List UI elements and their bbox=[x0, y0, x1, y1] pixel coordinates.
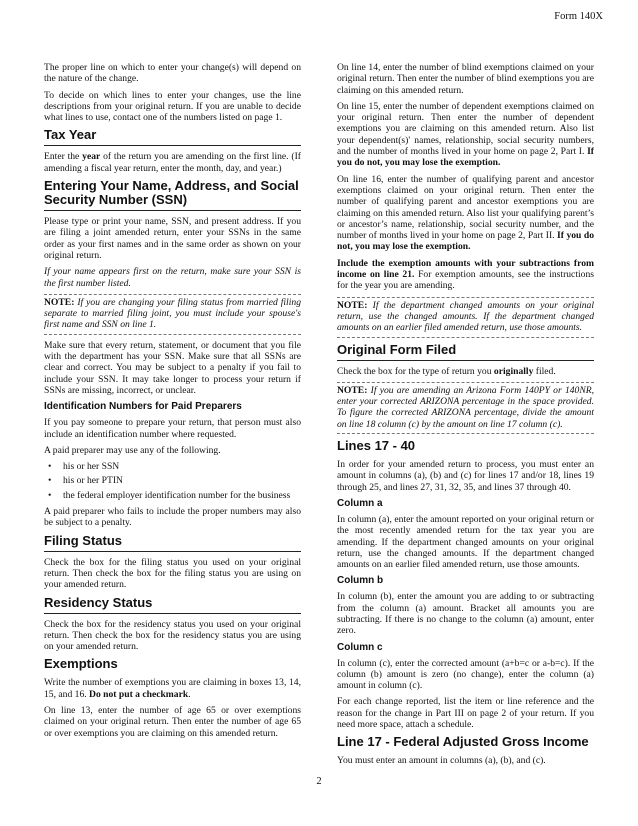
column-b-heading: Column b bbox=[337, 575, 384, 587]
lines-17-40-paragraph: In order for your amended return to process, you must enter an amount in columns (a), (b) and (c) for lines 17 and/or 18, lines 19 through 25, and lines 27, 31, 32, 35, and lines 37 through 40. bbox=[337, 459, 594, 493]
name-ssn-paragraph: Please type or print your name, SSN, and present address. If you are filing a joint amended return, enter your SSNs in the same order as your first names and in the same order as shown on your original return. bbox=[44, 216, 301, 261]
filing-status-heading: Filing Status bbox=[44, 534, 301, 552]
residency-status-heading: Residency Status bbox=[44, 596, 301, 614]
preparers-heading: Identification Numbers for Paid Preparers bbox=[44, 401, 242, 413]
line15-paragraph: On line 15, enter the number of dependent exemptions claimed on your original return. Then enter the number of dependent exemptions you are claiming on this amended return. Also list your dependent(s)' names, relationship, social security numbers, and the number of months lived in your home on page 2, Part I. If you do not, you may lose the exemption. bbox=[337, 100, 594, 169]
arizona-percentage-note: NOTE: If you are amending an Arizona Form 140PY or 140NR, enter your corrected ARIZONA percentage in the space provided. To figure the corrected ARIZONA percentage, divide the amount on line 18 column (c) by the amount on line 17 column (c). bbox=[337, 382, 594, 434]
original-form-heading: Original Form Filed bbox=[337, 343, 594, 361]
preparer-id-list bbox=[44, 461, 301, 501]
filing-status-note: NOTE: If you are changing your filing status from married filing separate to married filing joint, you must include your spouse's first name and SSN on line 1. bbox=[44, 294, 301, 335]
residency-status-paragraph: Check the box for the residency status you used on your original return. Then check the box for the residency status you are using on your amended return. bbox=[44, 618, 301, 653]
name-ssn-heading: Entering Your Name, Address, and Social Security Number (SSN) bbox=[44, 179, 301, 211]
preparers-paragraph: If you pay someone to prepare your return, that person must also include an identification number where requested. bbox=[44, 417, 301, 440]
line13-paragraph: On line 13, enter the number of age 65 or over exemptions claimed on your original return. Then enter the number of age 65 or over exemptions you are claiming on this amended return. bbox=[44, 704, 301, 739]
column-b-paragraph: In column (b), enter the amount you are adding to or subtracting from the column (a) amount. Bracket all amounts you are subtracting. If there is no change to the column (a) amount, enter zero. bbox=[337, 591, 594, 637]
list-item: • his or her PTIN bbox=[48, 475, 123, 487]
changed-amounts-note: NOTE: If the department changed amounts on your original return, use the changed amounts. If the department changed amounts on an earlier filed amended return, use those amounts. bbox=[337, 297, 594, 338]
list-item: • the federal employer identification number for the business bbox=[48, 489, 291, 501]
filing-status-paragraph: Check the box for the filing status you used on your original return. Then check the box for the filing status you are using on your amended return. bbox=[44, 556, 301, 591]
exemptions-paragraph: Write the number of exemptions you are claiming in boxes 13, 14, 15, and 16. Do not put a checkmark. bbox=[44, 677, 301, 700]
line17-paragraph: You must enter an amount in columns (a), (b), and (c). bbox=[337, 755, 546, 767]
intro-paragraph-2: To decide on which lines to enter your changes, use the line descriptions from your original return. If you are unable to decide what lines to use, contact one of the numbers listed on page 1. bbox=[44, 89, 301, 124]
ssn-required-paragraph: Make sure that every return, statement, or document that you file with the department has your SSN. Make sure that all SSNs are clear and correct. You may be subject to a penalty if you fail to include your SSN. It may take longer to process your return if SSNs are missing, incorrect, or unclear. bbox=[44, 339, 301, 396]
intro-paragraph: The proper line on which to enter your change(s) will depend on the nature of the change. bbox=[44, 62, 301, 85]
original-form-paragraph: Check the box for the type of return you originally filed. bbox=[337, 365, 556, 377]
column-a-heading: Column a bbox=[337, 497, 383, 509]
line14-paragraph: On line 14, enter the number of blind exemptions claimed on your original return. Then enter the number of blind exemptions you are claiming on this amended return. bbox=[337, 62, 594, 96]
column-c-heading: Column c bbox=[337, 641, 383, 653]
form-label: Form 140X bbox=[554, 11, 603, 22]
column-c-paragraph: In column (c), enter the corrected amount (a+b=c or a-b=c). If the column (b) amount is zero (no change), enter the column (a) amount in column (c). bbox=[337, 657, 594, 692]
change-reason-paragraph: For each change reported, list the item or line reference and the reason for the change in Part III on page 2 of your return. If you need more space, attach a schedule. bbox=[337, 696, 594, 731]
lines-17-40-heading: Lines 17 - 40 bbox=[337, 438, 416, 454]
line16-paragraph: On line 16, enter the number of qualifying parent and ancestor exemptions claimed on your original return. Then enter the number of qualifying parent and ancestor exemptions you are claiming on this amended return. Also list your qualifying parent’s or ancestor’s name, relationship, social security number, and the number of months lived in your home on page 2, Part II. If you do not, you may lose the exemption. bbox=[337, 173, 594, 253]
left-column bbox=[44, 62, 301, 744]
tax-year-paragraph: Enter the year of the return you are amending on the first line. (If amending a fiscal year return, enter the month, day, and year.) bbox=[44, 151, 301, 174]
right-column bbox=[337, 62, 594, 772]
preparer-penalty-paragraph: A paid preparer who fails to include the proper numbers may also be subject to a penalty. bbox=[44, 506, 301, 529]
list-item: • his or her SSN bbox=[48, 461, 120, 473]
include-exemption-paragraph: Include the exemption amounts with your subtractions from income on line 21. For exemption amounts, see the instructions for the year you are amending. bbox=[337, 257, 594, 292]
page-number: 2 bbox=[316, 776, 322, 787]
column-a-paragraph: In column (a), enter the amount reported on your original return or the most recently amended return for the tax year you are amending. If the department changed amounts on your original return, use the changed amounts. If the department changed amounts on an earlier filed amended return, use those amounts. bbox=[337, 513, 594, 571]
tax-year-heading: Tax Year bbox=[44, 128, 301, 146]
line17-heading: Line 17 - Federal Adjusted Gross Income bbox=[337, 734, 589, 750]
exemptions-heading: Exemptions bbox=[44, 656, 118, 672]
ssn-order-paragraph: If your name appears first on the return, make sure your SSN is the first number listed. bbox=[44, 266, 301, 289]
preparers-paragraph-2: A paid preparer may use any of the following. bbox=[44, 444, 221, 456]
